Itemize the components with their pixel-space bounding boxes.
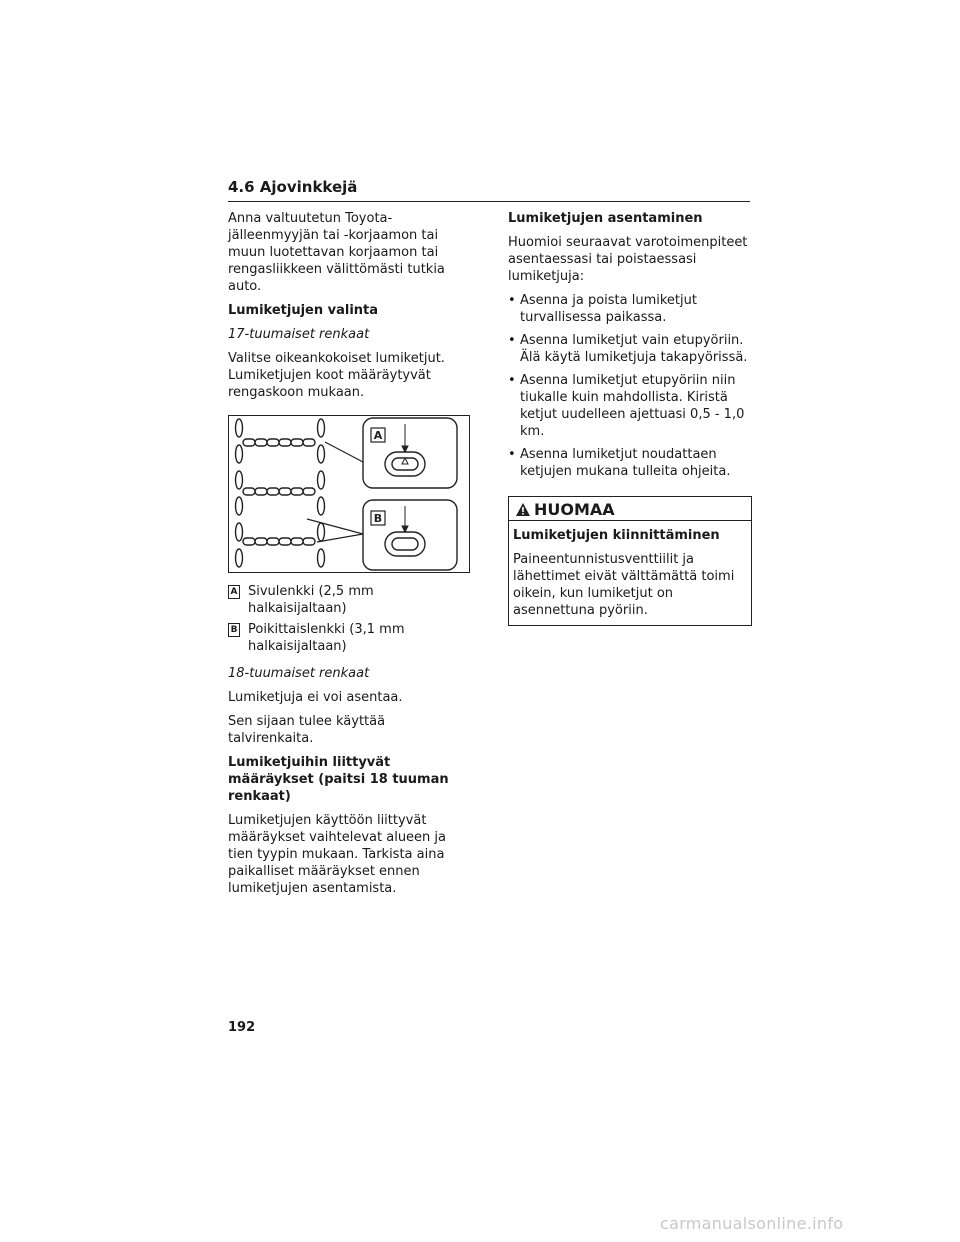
legend-item-a bbox=[228, 583, 473, 617]
snow-chain-illustration bbox=[229, 416, 469, 572]
right-column bbox=[508, 210, 752, 626]
notice-header bbox=[509, 497, 751, 521]
notice-box bbox=[508, 496, 752, 626]
legend-item-b bbox=[228, 621, 473, 655]
legend-text-b: Poikittaislenkki (3,1 mm halkaisijaltaan) bbox=[248, 622, 405, 654]
install-heading: Lumiketjujen asentaminen bbox=[508, 211, 703, 226]
figure-label-a: A bbox=[373, 429, 383, 442]
tire18-text-1: Lumiketjuja ei voi asentaa. bbox=[228, 690, 403, 705]
tire17-heading: 17-tuumaiset renkaat bbox=[228, 327, 370, 342]
figure-label-b: B bbox=[373, 512, 383, 525]
regulations-heading: Lumiketjuihin liittyvät määräykset (paitsi 18 tuuman renkaat) bbox=[228, 755, 449, 804]
precautions-list bbox=[508, 292, 752, 480]
legend-badge-b: B bbox=[228, 623, 240, 637]
notice-subheading: Lumiketjujen kiinnittäminen bbox=[513, 528, 720, 543]
page-number: 192 bbox=[228, 1020, 256, 1035]
list-item: • Asenna ja poista lumiketjut turvallisessa paikassa. bbox=[508, 292, 752, 326]
legend-badge-a: A bbox=[228, 585, 240, 599]
notice-title: HUOMAA bbox=[534, 500, 615, 519]
notice-body bbox=[509, 521, 751, 625]
install-intro: Huomioi seuraavat varotoimenpiteet asentaessasi tai poistaessasi lumiketjuja: bbox=[508, 235, 748, 284]
tire17-text: Valitse oikeankokoiset lumiketjut. Lumiketjujen koot määräytyvät rengaskoon mukaan. bbox=[228, 351, 445, 400]
left-column bbox=[228, 210, 473, 904]
legend-text-a: Sivulenkki (2,5 mm halkaisijaltaan) bbox=[248, 584, 374, 616]
list-item: • Asenna lumiketjut vain etupyöriin. Älä käytä lumiketjuja takapyörissä. bbox=[508, 332, 752, 366]
watermark: carmanualsonline.info bbox=[660, 1214, 844, 1233]
caution-icon bbox=[515, 502, 531, 517]
list-item: • Asenna lumiketjut etupyöriin niin tiukalle kuin mahdollista. Kiristä ketjut uudelleen ajettuasi 0,5 - 1,0 km. bbox=[508, 372, 752, 440]
notice-text: Paineentunnistusventtiilit ja lähettimet eivät välttämättä toimi oikein, kun lumiketjut on asennettuna pyöriin. bbox=[513, 552, 735, 618]
tire18-heading: 18-tuumaiset renkaat bbox=[228, 666, 370, 681]
tire18-text-2: Sen sijaan tulee käyttää talvirenkaita. bbox=[228, 714, 386, 746]
intro-paragraph: Anna valtuutetun Toyota-jälleenmyyjän tai -korjaamon tai muun luotettavan korjaamon tai rengasliikkeen välittömästi tutkia auto. bbox=[228, 211, 445, 294]
regulations-text: Lumiketjujen käyttöön liittyvät määräykset vaihtelevat alueen ja tien tyypin mukaan. Tarkista aina paikalliset määräykset ennen lumiketjujen asentamista. bbox=[228, 813, 446, 896]
section-title: 4.6 Ajovinkkejä bbox=[228, 178, 750, 202]
selection-heading: Lumiketjujen valinta bbox=[228, 303, 379, 318]
list-item: • Asenna lumiketjut noudattaen ketjujen mukana tulleita ohjeita. bbox=[508, 446, 752, 480]
snow-chain-figure bbox=[228, 415, 470, 573]
